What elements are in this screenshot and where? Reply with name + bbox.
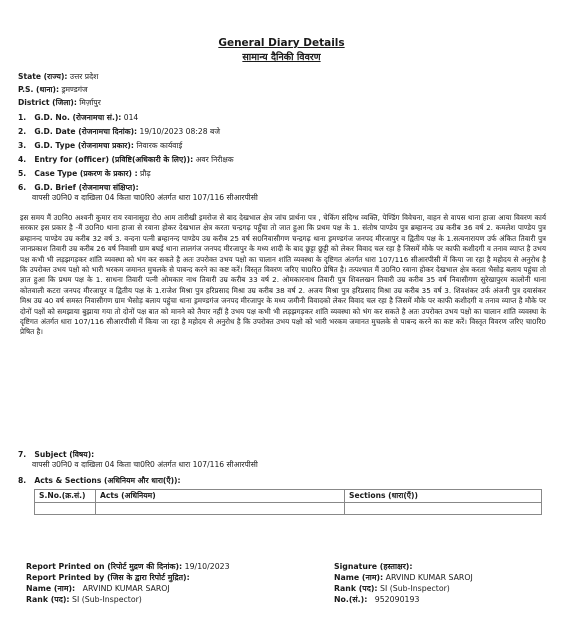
entry-for-row [18, 155, 234, 165]
page-subtitle: सामान्य दैनिकी विवरण [242, 52, 321, 63]
acts-table [34, 489, 542, 515]
acts-table-header [35, 490, 542, 503]
state-value: उत्तर प्रदेश [69, 72, 99, 81]
rank-value: SI (Sub-Inspector) [72, 595, 142, 604]
name-value: ARVIND KUMAR SAROJ [82, 584, 170, 593]
printed-on-row [26, 561, 230, 572]
name-label: Name (नाम): [26, 584, 76, 593]
footer-left [26, 561, 230, 605]
gd-type-value: निवारक कार्यवाई [136, 141, 183, 150]
subject-row [18, 450, 94, 460]
item-number: 6. [18, 183, 27, 192]
gd-brief-body [20, 213, 546, 338]
table-cell [35, 503, 96, 515]
gd-no-row [18, 113, 138, 123]
state-label: State (राज्य): [18, 72, 68, 81]
name-value: ARVIND KUMAR SAROJ [385, 573, 473, 582]
case-type-row [18, 169, 151, 179]
printed-on-label: Report Printed on (रिपोर्ट मुद्रण की दिनांक): [26, 562, 183, 571]
item-number: 5. [18, 169, 27, 178]
no-value: 952090193 [374, 595, 420, 604]
gd-brief-row [18, 183, 139, 193]
table-cell [345, 503, 542, 515]
district-row [18, 98, 101, 108]
case-type-value: प्रौढ़ [140, 169, 151, 178]
district-label: District (जिला): [18, 98, 77, 107]
gd-date-label: G.D. Date (रोजनामचा दिनांक): [34, 127, 138, 136]
rank-label: Rank (पद): [334, 584, 378, 593]
name-label: Name (नाम): [334, 573, 384, 582]
table-cell [96, 503, 345, 515]
gd-date-value: 19/10/2023 08:28 बजे [139, 127, 220, 136]
item-number: 3. [18, 141, 27, 150]
acts-row [18, 476, 181, 486]
item-number: 8. [18, 476, 27, 485]
printed-by-rank-row [26, 594, 230, 605]
printed-on-value: 19/10/2023 [184, 562, 230, 571]
item-number: 4. [18, 155, 27, 164]
state-row [18, 72, 98, 82]
gd-brief-value: वापसी उ0नि0 व दाखिला 04 किता चा0रि0 अंतर्गत धारा 107/116 सीआरपीसी [32, 193, 258, 202]
ps-row [18, 85, 88, 95]
item-number: 7. [18, 450, 27, 459]
printed-by-row [26, 572, 230, 583]
gd-date-row [18, 127, 220, 137]
gd-type-label: G.D. Type (रोजनामचा प्रकार): [34, 141, 134, 150]
rank-value: SI (Sub-Inspector) [380, 584, 450, 593]
footer-right [334, 561, 473, 605]
district-value: मिर्ज़ापुर [79, 98, 101, 107]
printed-by-label: Report Printed by (जिस के द्वारा रिपोर्ट मुद्रित): [26, 573, 190, 582]
col-sections: Sections (धारा(एँ)) [345, 490, 542, 503]
printed-by-name-row [26, 583, 230, 594]
gd-type-row [18, 141, 182, 151]
gd-no-value: 014 [123, 113, 139, 122]
ps-value: ड्रमण्डगंज [61, 85, 88, 94]
no-label: No.(सं.): [334, 595, 368, 604]
case-type-label: Case Type (प्रकरण के प्रकार) : [34, 169, 138, 178]
entry-for-label: Entry for (officer) (प्रविष्टि(अधिकारी के लिए)): [34, 155, 194, 164]
gd-no-label: G.D. No. (रोजनामचा सं.): [34, 113, 122, 122]
entry-for-value: अवर निरीक्षक [195, 155, 234, 164]
item-number: 1. [18, 113, 27, 122]
table-row [35, 503, 542, 515]
subject-value: वापसी उ0नि0 व दाखिला 04 किता चा0रि0 अंतर्गत धारा 107/116 सीआरपीसी [32, 460, 258, 469]
col-acts: Acts (अधिनियम) [96, 490, 345, 503]
ps-label: P.S. (थाना): [18, 85, 60, 94]
signer-name-row [334, 572, 473, 583]
signer-rank-row [334, 583, 473, 594]
signature-label: Signature (हस्ताक्षर): [334, 562, 413, 571]
gd-brief-label: G.D. Brief (रोजनामचा संक्षिप्त): [34, 183, 139, 192]
signer-no-row [334, 594, 473, 605]
page-title: General Diary Details [218, 37, 345, 49]
subject-label: Subject (विषय): [34, 450, 95, 459]
item-number: 2. [18, 127, 27, 136]
rank-label: Rank (पद): [26, 595, 70, 604]
acts-label: Acts & Sections (अधिनियम और धारा(एँ)): [34, 476, 181, 485]
col-sno: S.No.(क्र.सं.) [35, 490, 96, 503]
signature-row [334, 561, 473, 572]
brief-paragraph: इस समय मैं उ0नि0 अश्वनी कुमार राय रवानासुदा रो0 आम तारीखी इमरोज से बाद देखभाल क्षेत्र जांच प्रार्थना पत्र , चेकिंग संदिग्ध व्यक्ति, पेण्डिंग विवेचना, वाहन से वापस थाना हाजा आया विवरण कार्य सरकार इस प्रकार है -मैं उ0नि0 थाना हाजा से रवाना होकर देखभाल क्षेत्र करता चन्द्रगढ़ पहुँचा तो जात हुआ कि प्रथम पक्ष के 1. संतोष पाण्डेय पुत्र ब्रम्हानन्द उम्र करीब 36 वर्ष 2. कमलेश पाण्डेय पुत्र ब्रम्हानन्द पाण्डेय उम्र करीब 32 वर्ष 3. वन्दना पत्नी ब्रम्हानन्द पाण्डेय उम्र करीब 25 वर्ष स0निवासीगण चन्द्रगढ़ थाना ड्रमण्डगंज जनपद मीरजापुर व द्वितीय पक्ष के 1.सत्यनारायण उर्फ अंकित तिवारी पुत्र जानप्रकाश तिवारी उम्र करीब 26 वर्ष निवासी ग्राम बघई थाना लालगंज जनपद मीरजापुर के मध्य शादी के बाद छुट्टा छुट्टी को लेकर विवाद चल रहा है जिसमें मौके पर काफी कशीदगी व तनाव व्याप्त है उभय पक्ष कभी भी लड़झगड़कर शांति व्यवस्था को भंग कर सकते है अतः उपरोक्त उभय पक्षो का चालान शांति व्यवस्था के दृष्टिगत अंतर्गत धारा 107/116 सीआरपीसी में किया जा रहा है महोदय से अनुरोध है कि उपरोक्त उभय पक्षो को भारी भरकम जमानत मुचलके से पाबन्द करने का कष्ट करें। विस्तृत विवरण जरिए चा0रि0 प्रेषित है। तत्पश्चात मैं उ0नि0 रवाना होकर देखभाल क्षेत्र करता भैसोड़ बलाय पहुंचा तो ज्ञात हुआ कि प्रथम पक्ष के 1. साधना तिवारी पत्नी ओमकार नाथ तिवारी उम्र करीब 33 वर्ष 2. ओमकारनाथ तिवारी पुत्र शिवलखन तिवारी उम्र करीब 35 वर्ष निवासीगण सुरेखापुरम कालोनी थाना कोतवाली कटरा जनपद मीरजापुर व द्वितीय पक्ष के 1.राजेश मिश्रा पुत्र हरिप्रसाद मिश्रा उम्र करीब 38 वर्ष 2. अजय मिश्रा पुत्र हरिप्रसाद मिश्रा उम्र करीब 35 वर्ष 3. शिवशंकर उर्फ अंजनी पुत्र दयासंकर मिश्र उम्र 40 वर्ष समस्त निवासीगण ग्राम भैसोड़ बलाय पहुंचा थाना ड्रमण्डगंज जनपद मीरजापुर के मध्य जमीनी विवादको लेकर विवाद चल रहा है जिसमें मौके पर काफी कशीदगी व तनाव व्याप्त है मौके पर दोनों पक्षों को समझाया बुझाया गया तो दोनों पक्ष बात को मानने को तैयार नहीं है उभय पक्ष कभी भी लड़झगड़कर शांति व्यवस्था को भंग कर सकते है अतः उपरोक्त उभय पक्षो का चालान शांति व्यवस्था के दृष्टिगत अंतर्गत धारा 107/116 सीआरपीसी में किया जा रहा है महोदय से अनुरोध है कि उपरोक्त उभय पक्षो को भारी भरकम जमानत मुचलके से पाबन्द करने का कष्ट करें। विस्तृत विवरण जरिए चा0रि0 प्रेषित है। [20, 213, 546, 337]
